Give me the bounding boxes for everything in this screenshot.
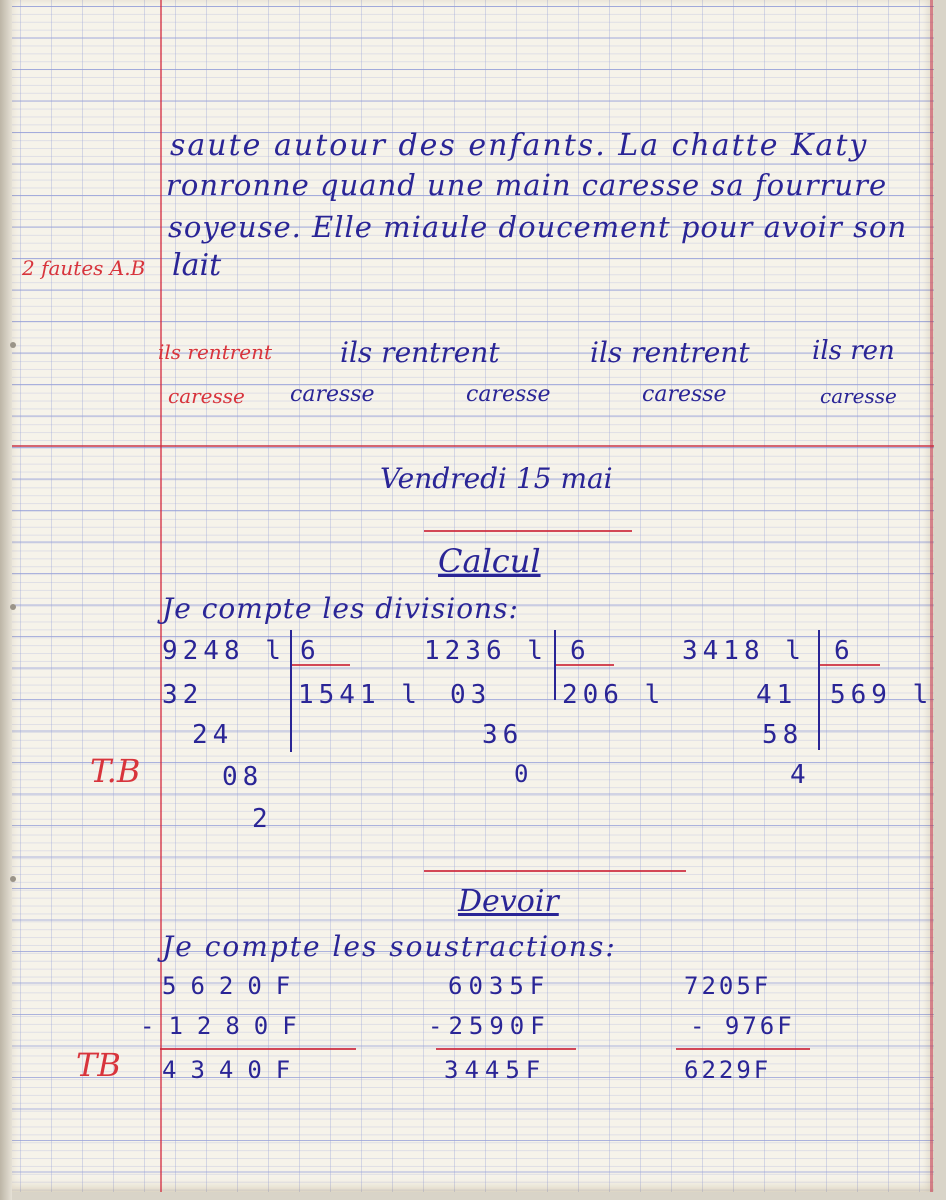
- div1-quotient: 1541 l: [298, 680, 422, 710]
- binding-hole: [10, 604, 16, 610]
- correction-label-2: caresse: [168, 384, 245, 408]
- section-divider: [12, 445, 934, 447]
- div1-divisor: 6: [300, 636, 321, 666]
- div2-dividend: 1236 l: [424, 636, 548, 666]
- div1-step-3: 08: [222, 762, 264, 792]
- div2-step-2: 36: [482, 720, 524, 750]
- sub3-top: 7205F: [684, 972, 772, 1000]
- devoir-heading: Devoir: [458, 884, 559, 919]
- devoir-separator: [424, 870, 686, 872]
- div3-step-2: 58: [762, 720, 804, 750]
- notebook-binding: [0, 0, 12, 1200]
- div1-dividend: 9248 l: [162, 636, 286, 666]
- sub1-line: [160, 1048, 356, 1050]
- faults-note: 2 fautes A.B: [22, 256, 146, 280]
- correction-2c: caresse: [642, 382, 727, 407]
- div1-step-1: 32: [162, 680, 204, 710]
- sub3-minus: - 976F: [690, 1012, 795, 1040]
- div1-vertical-bar: [290, 630, 292, 752]
- dictation-line-3: soyeuse. Elle miaule doucement pour avoir son: [168, 210, 908, 244]
- div3-divisor: 6: [834, 636, 855, 666]
- sub2-line: [436, 1048, 576, 1050]
- correction-1c: ils ren: [812, 336, 895, 366]
- sub3-line: [676, 1048, 810, 1050]
- div2-step-1: 03: [450, 680, 492, 710]
- dictation-line-1: saute autour des enfants. La chatte Katy: [170, 128, 869, 163]
- correction-1b: ils rentrent: [590, 336, 750, 369]
- calcul-instruction: Je compte les divisions:: [162, 592, 519, 625]
- grade-calcul: T.B: [90, 752, 141, 790]
- date-heading: Vendredi 15 mai: [380, 462, 613, 495]
- div1-step-2: 24: [192, 720, 234, 750]
- div3-step-1: 41: [756, 680, 798, 710]
- div3-step-3: 4: [790, 760, 811, 790]
- calcul-heading: Calcul: [438, 542, 541, 580]
- div2-divisor: 6: [570, 636, 591, 666]
- div2-step-3: 0: [514, 760, 534, 788]
- sub2-result: 3445F: [444, 1056, 547, 1084]
- date-underline: [424, 530, 632, 532]
- dictation-line-4: lait: [172, 248, 222, 283]
- sub2-top: 6035F: [448, 972, 551, 1000]
- binding-hole: [10, 342, 16, 348]
- sub1-minus: -1280F: [140, 1012, 311, 1040]
- grade-devoir: TB: [76, 1046, 121, 1084]
- sub1-top: 5620F: [162, 972, 305, 1000]
- div1-step-4: 2: [252, 804, 273, 834]
- div3-quotient: 569 l: [830, 680, 934, 710]
- correction-2d: caresse: [820, 384, 897, 408]
- correction-2b: caresse: [466, 382, 551, 407]
- correction-2a: caresse: [290, 382, 375, 407]
- page-edge: [930, 0, 933, 1192]
- devoir-instruction: Je compte les soustractions:: [162, 930, 617, 963]
- div3-dividend: 3418 l: [682, 636, 806, 666]
- sub1-result: 4340F: [162, 1056, 305, 1084]
- sub2-minus: -2590F: [428, 1012, 551, 1040]
- div3-vertical-bar: [818, 630, 820, 750]
- sub3-result: 6229F: [684, 1056, 772, 1084]
- binding-hole: [10, 876, 16, 882]
- correction-label-1: ils rentrent: [158, 340, 273, 364]
- correction-1a: ils rentrent: [340, 336, 500, 369]
- dictation-line-2: ronronne quand une main caresse sa fourrure: [166, 168, 888, 202]
- div2-quotient: 206 l: [562, 680, 666, 710]
